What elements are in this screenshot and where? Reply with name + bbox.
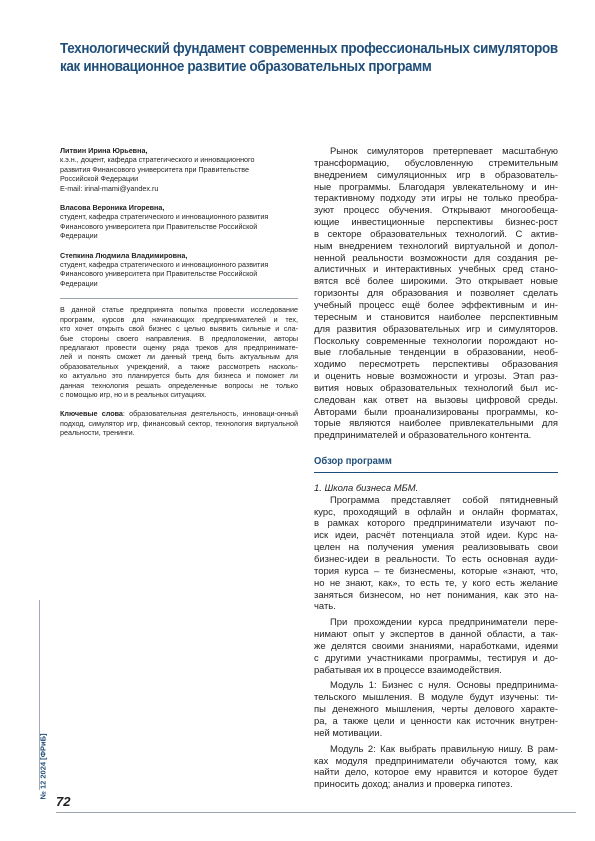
text-line: ненной реальности возможности для создания ре- xyxy=(314,252,558,264)
text-line: внедрением симуляционных игр в образователь- xyxy=(314,169,558,181)
author-affiliation: E-mail: irinal-mami@yandex.ru xyxy=(60,183,159,193)
text-line: вятся всё более широкими. Это открывает новые xyxy=(314,276,558,288)
keywords-text: : образовательная деятельность, инноваци-онный подход, симулятор игр, финансовый сектор, технология виртуальной реальности, тренинги. xyxy=(60,409,299,438)
left-column xyxy=(60,146,298,438)
text-line: с помощью игр, но и в реальных ситуациях. xyxy=(60,389,207,399)
text-line: заняться бизнесом, но нет понимания, как это на- xyxy=(314,589,558,601)
keywords-label: Ключевые слова xyxy=(60,409,123,419)
paragraph-3 xyxy=(314,680,558,739)
text-line: ра, а также цели и ценности как источник внутрен- xyxy=(314,715,558,727)
text-line: ках модуля предприниматели обучаются тому, как xyxy=(314,755,558,767)
page-number: 72 xyxy=(56,794,71,809)
text-line: Модуль 2: Как выбрать правильную нишу. В рам- xyxy=(330,743,558,755)
text-line: предпринимателей и образовательного контента. xyxy=(314,430,532,442)
text-line: бые стороны своего направления. В предположении, авторы xyxy=(60,333,298,343)
paragraph-2 xyxy=(314,617,558,676)
text-line: терактивному подходу эти игры не только преобра- xyxy=(314,193,558,205)
author-affiliation: Финансового университета при Правительстве Российской xyxy=(60,269,258,279)
text-line: рабатывая их в процессе взаимодействия. xyxy=(314,664,502,676)
text-line: тельского мышления. В модуле будут изучены: ти- xyxy=(314,692,558,704)
abstract xyxy=(60,305,298,399)
text-line: целен на получения умения реализовывать свои xyxy=(314,542,558,554)
author-affiliation: к.э.н., доцент, кафедра стратегического и инновационного xyxy=(60,155,255,165)
text-line: тересным и становится наиболее перспективным xyxy=(314,311,558,323)
author-entry xyxy=(60,251,298,289)
right-column xyxy=(314,146,558,791)
title-line-2: как инновационное развитие образовательных программ xyxy=(60,59,432,75)
text-line: Поскольку современные технологии порождают но- xyxy=(314,335,558,347)
text-line: торые являются наиболее привлекательными для xyxy=(314,418,558,430)
text-line: программ, курсов для начинающих предпринимателей и тех, xyxy=(60,314,298,324)
author-entry xyxy=(60,146,298,193)
author-affiliation: студент, кафедра стратегического и инновационного развития xyxy=(60,212,269,222)
text-line: чать. xyxy=(314,601,336,613)
text-line: в секторе образовательных технологий. С актив- xyxy=(314,228,558,240)
text-line: курс, проходящий в офлайн и онлайн форматах, xyxy=(314,506,558,518)
text-line: пы денежного мышления, черты делового характе- xyxy=(314,704,558,716)
text-line: трансформацию, обусловленную стремительным xyxy=(314,157,558,169)
keywords xyxy=(60,409,298,437)
divider xyxy=(60,298,298,299)
paragraph-4 xyxy=(314,744,558,791)
text-line: ным внедрением технологий виртуальной и допол- xyxy=(314,240,558,252)
author-entry xyxy=(60,203,298,241)
text-line: лей и понять сможет ли данный тренд быть актуальным для xyxy=(60,352,298,362)
text-line: Рынок симуляторов претерпевает масштабную xyxy=(330,146,558,157)
text-line: Авторами были проанализированы программы, ко- xyxy=(314,406,558,418)
text-line: же делятся своими знаниями, наработками, идеями xyxy=(314,640,558,652)
author-affiliation: Финансового университета при Правительстве Российской xyxy=(60,221,258,231)
text-line: иск идеи, расчёт потенциала этой идеи. Курс на- xyxy=(314,530,558,542)
text-line: ней мотивации. xyxy=(314,727,383,739)
author-affiliation: Федерации xyxy=(60,231,98,241)
text-line: зуют процесс обучения. Открывают многообеща- xyxy=(314,205,558,217)
text-line: ходимо пересмотреть перспективы образования xyxy=(314,359,558,371)
text-line: бизнес-идеи в реальности. То есть основная ауди- xyxy=(314,554,558,565)
author-name: Степкина Людмила Владимировна, xyxy=(60,250,188,260)
text-line: для развития образовательных игр и симуляторов. xyxy=(314,323,558,335)
text-line: найти дело, которое ему нравится и которое будет xyxy=(314,767,558,779)
title-line-1: Технологический фундамент современных профессиональных симуляторов xyxy=(60,41,558,57)
author-affiliation: Федерации xyxy=(60,278,98,288)
author-affiliation: развития Финансового университета при Правительстве xyxy=(60,164,250,174)
text-line: образовательных учреждений, а также рассмотреть насколь- xyxy=(60,361,298,371)
author-name: Литвин Ирина Юрьевна, xyxy=(60,146,148,155)
text-line: учебный процесс ещё более эффективным и ин- xyxy=(314,299,558,311)
journal-issue-label: № 12 2024 [ФРиБ] xyxy=(38,733,48,800)
text-line: приносить доход; анализ и проверка гипотез. xyxy=(314,779,513,791)
authors-block xyxy=(60,146,298,288)
list-item: 1. Школа бизнеса МБМ. xyxy=(314,482,419,494)
text-line: следован как ответ на вызовы цифровой среды. xyxy=(314,394,558,406)
text-line: ко актуально это планируется быть для бизнеса и поможет ли xyxy=(60,371,298,381)
intro-paragraph xyxy=(314,146,558,442)
text-line: с другими участниками программы, тестируя и до- xyxy=(314,652,558,664)
text-line: вые глобальные тенденции в образовании, необ- xyxy=(314,347,558,359)
author-affiliation: Российской Федерации xyxy=(60,174,139,184)
text-line: горизонты для образования и позволяет сделать xyxy=(314,288,558,300)
section-title: Обзор программ xyxy=(314,455,392,468)
text-line: но не знают, как», то есть те, у кого есть желание xyxy=(314,577,558,589)
journal-sidebar xyxy=(36,600,50,800)
text-line: В данной статье предпринята попытка провести исследование xyxy=(60,305,298,315)
text-line: ющие инвестиционные перспективы бизнес-рост xyxy=(314,217,558,229)
text-line: в рамках которого предприниматели изучают по- xyxy=(314,518,558,530)
text-line: кто хочет открыть свой бизнес с целью выявить сильные и сла- xyxy=(60,324,298,334)
text-line: нимают опыт у экспертов в данной области, а так- xyxy=(314,629,558,641)
text-line: предлагают провести оценку ряда треков для предпринимате- xyxy=(60,342,298,352)
text-line: и оценить новые возможности и угрозы. Этап раз- xyxy=(314,371,558,383)
text-line: ные программы. Благодаря увлекательному и ин- xyxy=(314,181,558,193)
author-name: Власова Вероника Игоревна, xyxy=(60,203,165,213)
section-underline xyxy=(314,472,558,473)
paragraph-1 xyxy=(314,495,558,613)
text-line: При прохождении курса предприниматели пере- xyxy=(330,617,558,629)
text-line: вития новых образовательных технологий был ис- xyxy=(314,382,558,394)
text-line: Модуль 1: Бизнес с нуля. Основы предпринима- xyxy=(330,680,558,692)
text-line: тория курса – те бизнесмены, которые «знают, что, xyxy=(314,565,558,577)
text-line: данная технология решать определенные вопросы не только xyxy=(60,380,298,390)
text-line: Программа представляет собой пятидневный xyxy=(330,494,558,506)
text-line: алистичных и интерактивных учебных сред стано- xyxy=(314,264,558,276)
article-title xyxy=(60,40,558,76)
author-affiliation: студент, кафедра стратегического и инновационного развития xyxy=(60,260,269,270)
footer-line xyxy=(56,812,576,813)
